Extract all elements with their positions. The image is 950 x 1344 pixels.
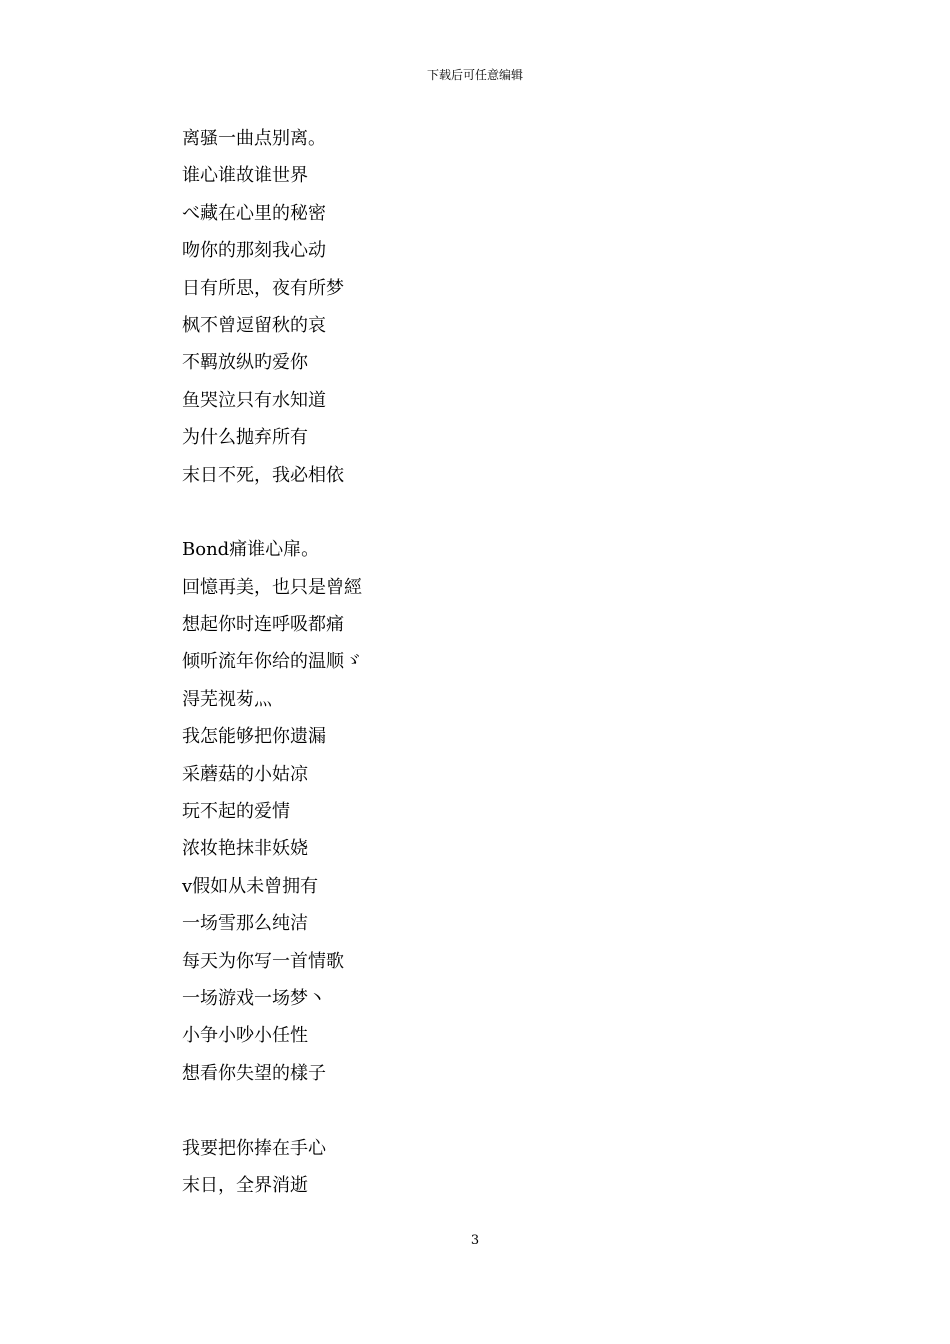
text-line: 浓妆艳抹非妖娆 — [182, 838, 308, 860]
text-line: 离骚一曲点别离。 — [182, 128, 326, 149]
text-line: 日有所思，夜有所梦 — [182, 277, 344, 299]
text-line: 不羁放纵旳爱你 — [182, 352, 308, 374]
text-line: 想起你时连呼吸都痛 — [182, 614, 344, 636]
text-line: 倾听流年你给的温顺ゞ — [182, 651, 362, 673]
page-header: 下载后可任意编辑 — [426, 68, 523, 82]
text-line: 吻你的那刻我心动 — [182, 240, 326, 262]
text-line: 回憶再美，也只是曾經 — [182, 576, 362, 598]
text-line: 我怎能够把你遗漏 — [182, 726, 326, 748]
text-line: 谁心谁故谁世界 — [182, 165, 308, 187]
text-line: 每天为你写一首情歌 — [182, 950, 344, 972]
text-line: 想看你失望的樣子 — [182, 1062, 326, 1084]
stanza-break — [182, 494, 782, 531]
text-line: 我要把你捧在手心 — [182, 1137, 326, 1159]
text-line: 为什么抛弃所有 — [182, 427, 308, 449]
text-line: 小争小吵小任性 — [182, 1025, 308, 1047]
text-line: 枫不曾逗留秋的哀 — [182, 314, 326, 336]
text-line: べ藏在心里的秘密 — [182, 202, 326, 224]
text-line: v假如从未曾拥有 — [182, 875, 319, 897]
text-line: 一场雪那么纯洁 — [182, 913, 308, 935]
text-line: 一场游戏一场梦丶 — [182, 987, 326, 1009]
text-line: 采蘑菇的小姑凉 — [182, 763, 308, 785]
text-line: 淂芜视茐灬 — [182, 688, 272, 710]
stanza-break — [182, 1092, 782, 1129]
document-body — [182, 120, 782, 1204]
text-line: 鱼哭泣只有水知道 — [182, 389, 326, 411]
text-line: Bond痛谁心扉。 — [182, 539, 320, 561]
text-line: 末日不死，我必相依 — [182, 464, 344, 486]
text-line: 玩不起的爱情 — [182, 801, 290, 823]
text-line: 末日，全界消逝 — [182, 1174, 308, 1196]
page-number: 3 — [470, 1233, 480, 1248]
